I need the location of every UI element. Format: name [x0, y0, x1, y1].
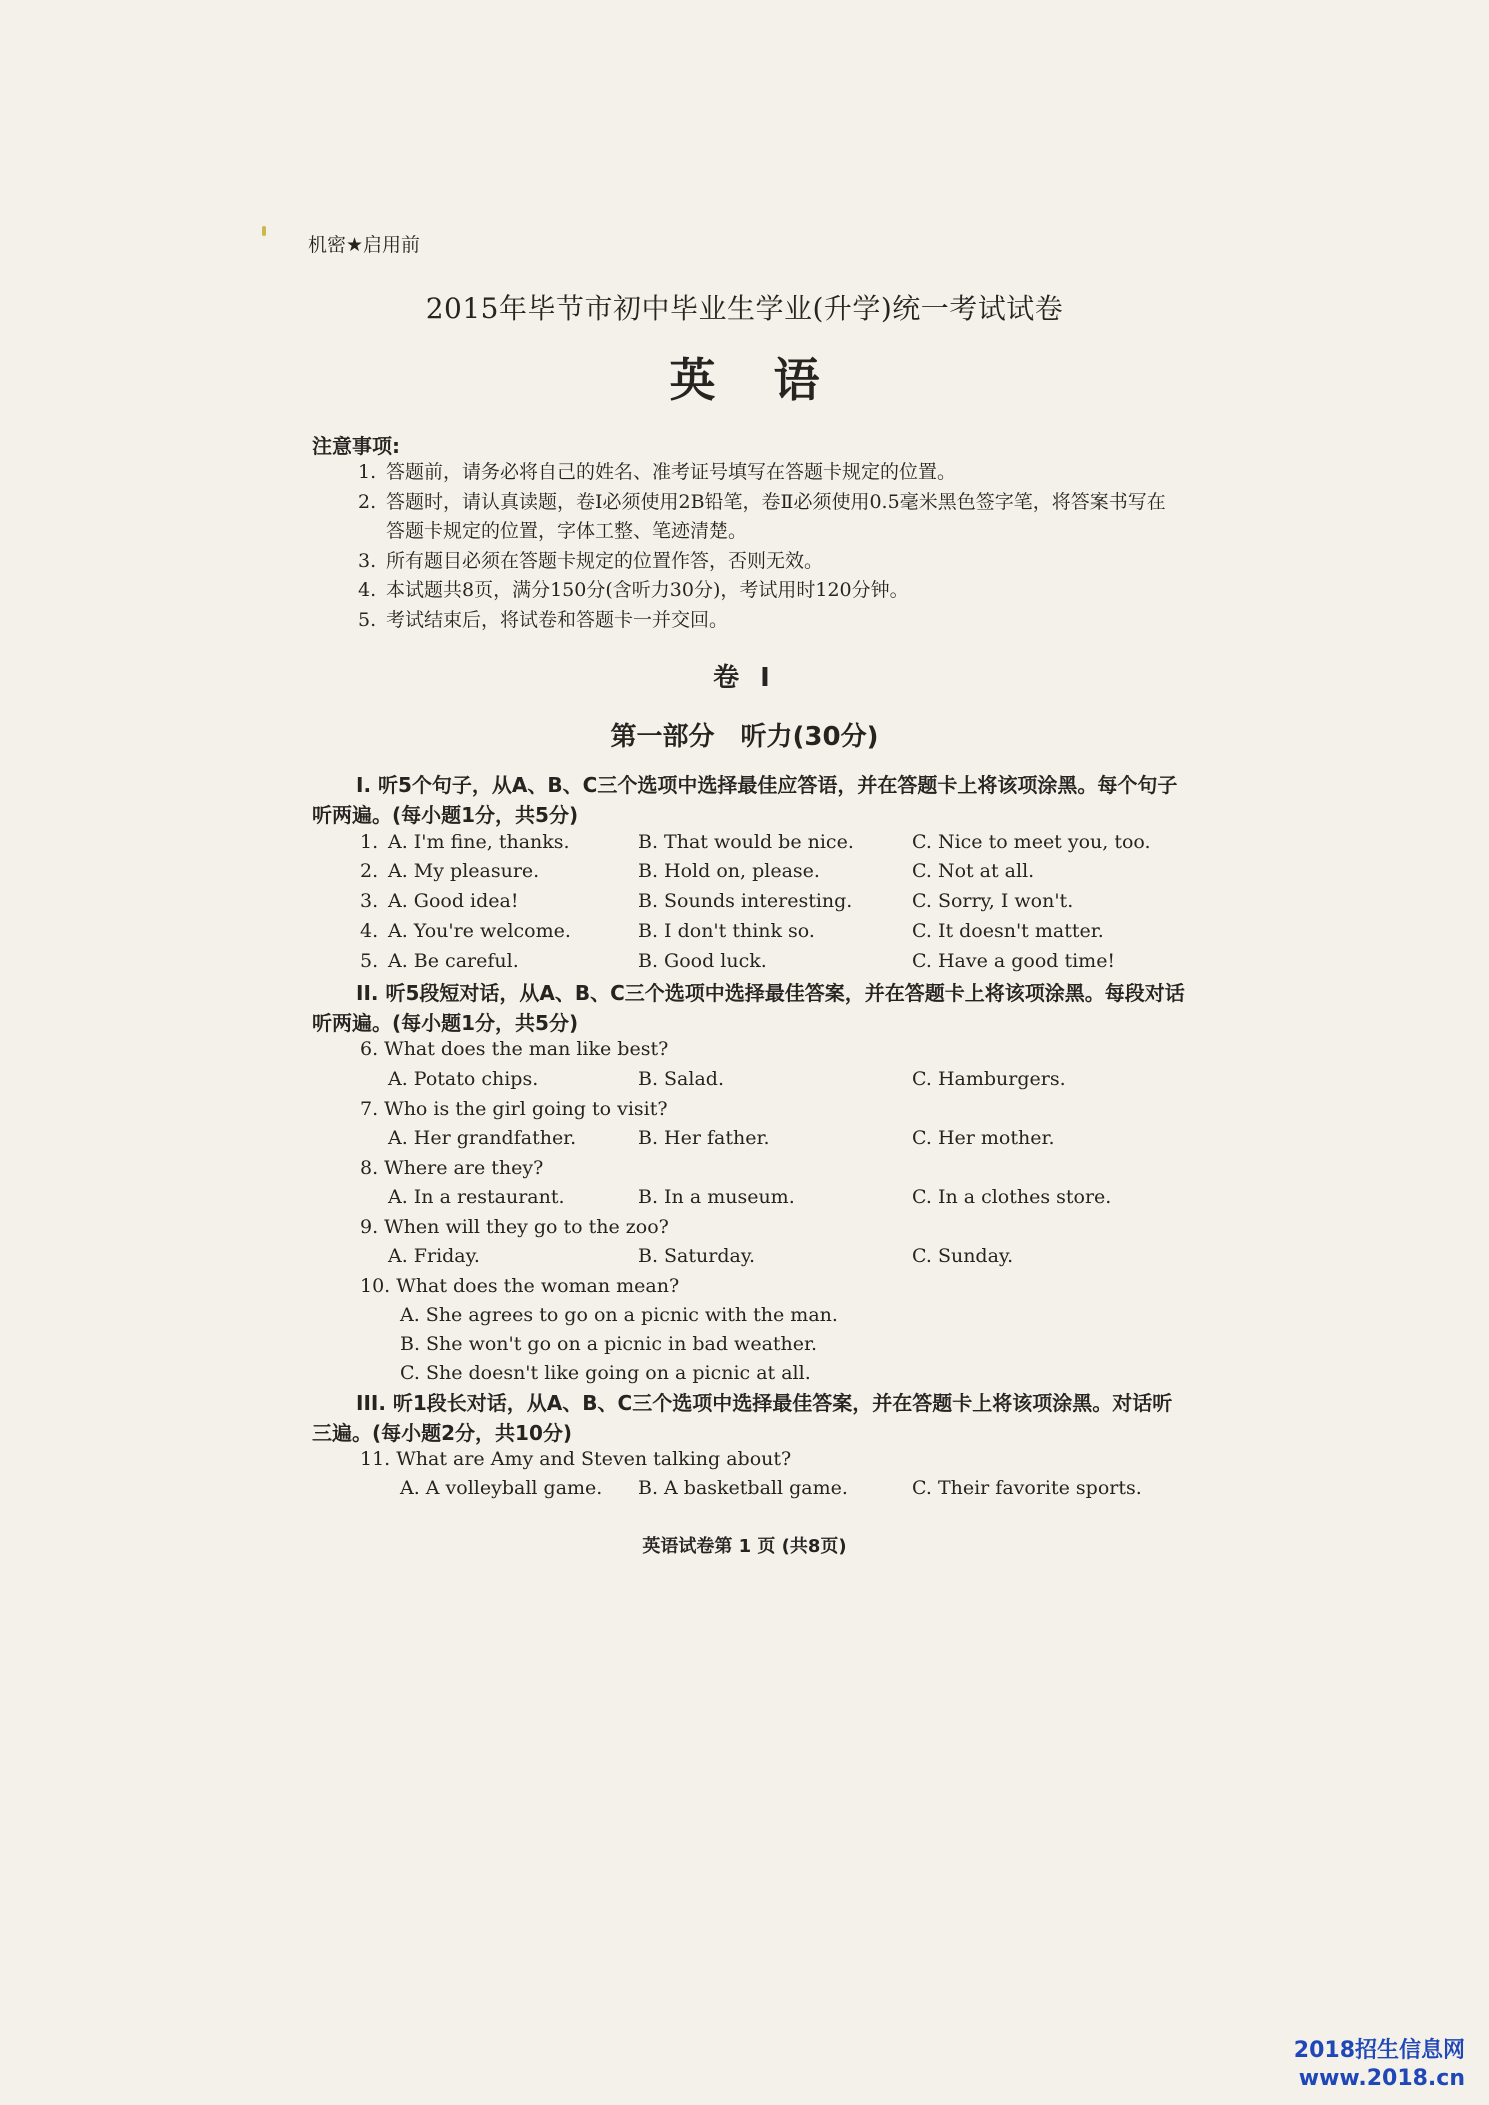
- notice-text: 考试结束后，将试卷和答题卡一并交回。: [386, 608, 729, 631]
- option-b: B. Salad.: [638, 1068, 724, 1090]
- option-c: C. Not at all.: [912, 860, 1035, 882]
- confidential-label: 机密★启用前: [308, 234, 421, 256]
- notice-number: 3.: [358, 549, 377, 572]
- part-heading: 第一部分 听力(30分): [610, 722, 879, 752]
- option-b: B. Sounds interesting.: [638, 890, 853, 912]
- scan-speck: [262, 226, 266, 236]
- question-stem: 9. When will they go to the zoo?: [360, 1216, 669, 1238]
- question-number: 2.: [360, 860, 379, 882]
- option-a: A. Be careful.: [388, 950, 519, 972]
- notice-text: 所有题目必须在答题卡规定的位置作答，否则无效。: [386, 549, 824, 572]
- question-number: 3.: [360, 890, 379, 912]
- notice-item: [358, 606, 1178, 636]
- watermark-line-1: 2018招生信息网: [1293, 2038, 1465, 2063]
- question-number: 4.: [360, 920, 379, 942]
- option-a: A. I'm fine, thanks.: [388, 831, 570, 853]
- notice-list: [358, 458, 1178, 635]
- volume-heading: 卷 I: [713, 663, 776, 693]
- option-a: A. Potato chips.: [388, 1068, 539, 1090]
- option-b: B. I don't think so.: [638, 920, 815, 942]
- subject-title: 英语: [669, 353, 878, 407]
- question-stem: 10. What does the woman mean?: [360, 1275, 680, 1297]
- option-a: A. A volleyball game.: [400, 1477, 603, 1499]
- page-footer: 英语试卷第 1 页 (共8页): [642, 1536, 847, 1557]
- option-c: C. Sorry, I won't.: [912, 890, 1074, 912]
- section-heading-3: III. 听1段长对话，从A、B、C三个选项中选择最佳答案，并在答题卡上将该项涂黑。对话听三遍。(每小题2分，共10分): [312, 1391, 1173, 1445]
- option-c: C. Have a good time!: [912, 950, 1116, 972]
- notice-text: 答题时，请认真读题，卷Ⅰ必须使用2B铅笔，卷Ⅱ必须使用0.5毫米黑色签字笔，将答案书写在答题卡规定的位置，字体工整、笔迹清楚。: [386, 490, 1166, 542]
- option-b: B. Hold on, please.: [638, 860, 820, 882]
- option-c: C. Their favorite sports.: [912, 1477, 1142, 1499]
- option-a: A. She agrees to go on a picnic with the man.: [400, 1304, 838, 1326]
- question-stem: 6. What does the man like best?: [360, 1038, 669, 1060]
- option-a: A. Good idea!: [388, 890, 519, 912]
- option-a: A. You're welcome.: [388, 920, 571, 942]
- notice-number: 2.: [358, 490, 377, 513]
- option-b: B. In a museum.: [638, 1186, 795, 1208]
- notice-number: 4.: [358, 579, 377, 601]
- notice-item: [358, 488, 1178, 547]
- notice-item: [358, 547, 1178, 577]
- option-b: B. Saturday.: [638, 1245, 756, 1267]
- option-c: C. In a clothes store.: [912, 1186, 1112, 1208]
- option-c: C. Sunday.: [912, 1245, 1014, 1267]
- question-number: 1.: [360, 831, 379, 853]
- question-number: 5.: [360, 950, 379, 972]
- option-a: A. In a restaurant.: [388, 1186, 565, 1208]
- notice-heading: 注意事项:: [312, 434, 400, 458]
- option-b: B. Her father.: [638, 1127, 770, 1149]
- question-stem: 11. What are Amy and Steven talking about?: [360, 1448, 792, 1470]
- site-watermark: [1294, 2037, 1465, 2093]
- notice-text: 答题前，请务必将自己的姓名、准考证号填写在答题卡规定的位置。: [386, 461, 957, 483]
- watermark-line-2: www.2018.cn: [1298, 2066, 1465, 2091]
- section-heading-2: II. 听5段短对话，从A、B、C三个选项中选择最佳答案，并在答题卡上将该项涂黑。每段对话听两遍。(每小题1分，共5分): [312, 981, 1185, 1035]
- question-stem: 8. Where are they?: [360, 1157, 544, 1179]
- option-b: B. A basketball game.: [638, 1477, 848, 1499]
- option-b: B. That would be nice.: [638, 831, 854, 853]
- option-c: C. She doesn't like going on a picnic at all.: [400, 1362, 811, 1384]
- option-b: B. She won't go on a picnic in bad weather.: [400, 1333, 818, 1355]
- option-c: C. Hamburgers.: [912, 1068, 1066, 1090]
- option-c: C. Nice to meet you, too.: [912, 831, 1151, 853]
- notice-text: 本试题共8页，满分150分(含听力30分)，考试用时120分钟。: [386, 579, 909, 601]
- exam-title: 2015年毕节市初中毕业生学业(升学)统一考试试卷: [425, 292, 1064, 325]
- question-stem: 7. Who is the girl going to visit?: [360, 1098, 668, 1120]
- notice-number: 1.: [358, 461, 377, 483]
- option-c: C. It doesn't matter.: [912, 920, 1104, 942]
- option-b: B. Good luck.: [638, 950, 767, 972]
- option-c: C. Her mother.: [912, 1127, 1055, 1149]
- option-a: A. Friday.: [388, 1245, 480, 1267]
- option-a: A. Her grandfather.: [388, 1127, 577, 1149]
- section-heading-1: I. 听5个句子，从A、B、C三个选项中选择最佳应答语，并在答题卡上将该项涂黑。每个句子听两遍。(每小题1分，共5分): [312, 773, 1178, 827]
- notice-item: [358, 576, 1178, 606]
- notice-number: 5.: [358, 608, 377, 631]
- option-a: A. My pleasure.: [388, 860, 540, 882]
- notice-item: [358, 458, 1178, 488]
